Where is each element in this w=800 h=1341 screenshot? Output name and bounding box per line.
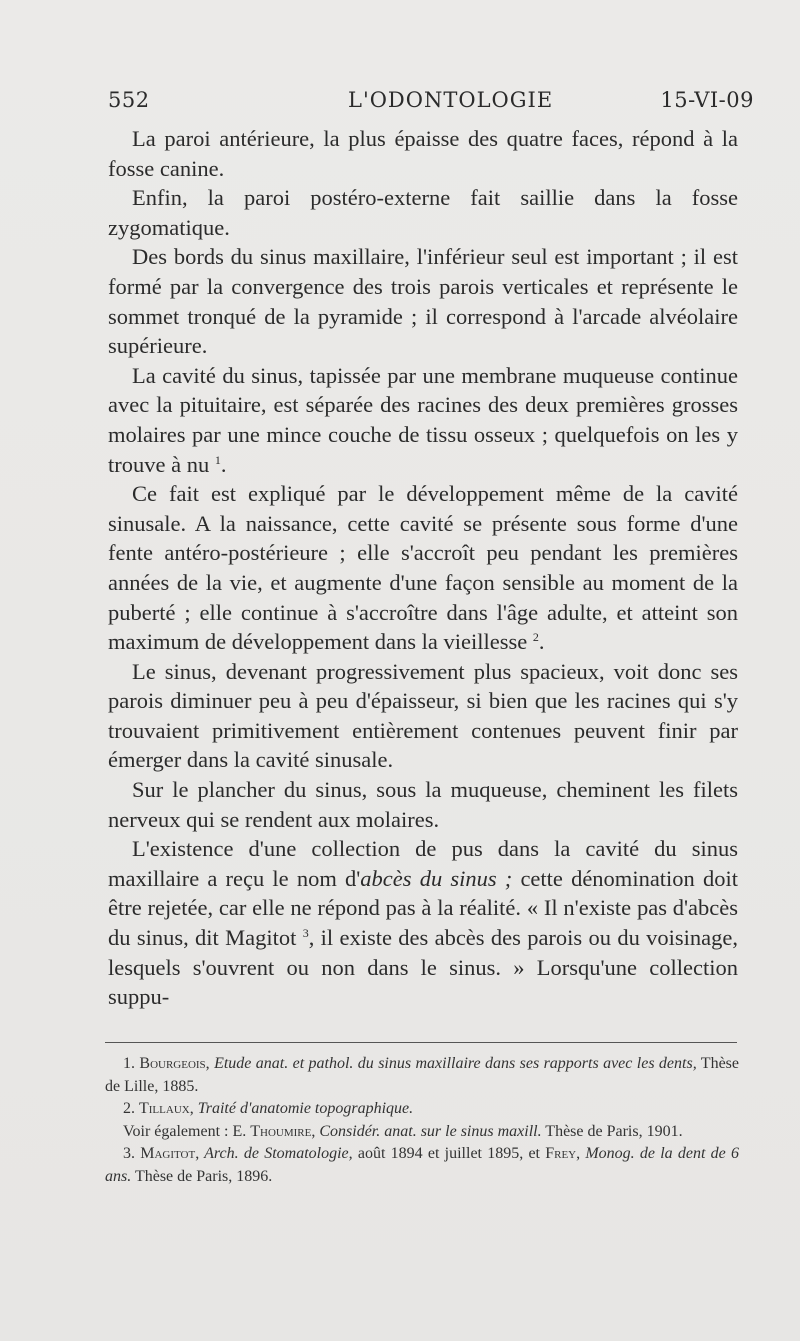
footnote xyxy=(105,1143,739,1188)
footnote xyxy=(105,1121,739,1144)
footnote xyxy=(105,1053,739,1098)
footnote-author: Thoumire, xyxy=(250,1122,316,1140)
main-text xyxy=(108,124,738,1012)
paragraph-text: . xyxy=(538,629,545,655)
paragraph: La paroi antérieure, la plus épaisse des quatre faces, répond à la fosse canine. xyxy=(108,126,738,181)
footnote-ref: 3 xyxy=(302,926,309,941)
paragraph-text: La cavité du sinus, tapissée par une membrane muqueuse continue avec la pituitaire, est séparée des racines des deux premières grosses molaires par une mince couche de tissu osseux ; quelquefois on les y trouve à nu xyxy=(108,362,738,477)
footnote-divider xyxy=(105,1042,737,1043)
paragraph: Enfin, la paroi postéro-externe fait saillie dans la fosse zygomatique. xyxy=(108,185,738,240)
paragraph: Des bords du sinus maxillaire, l'inférieur seul est important ; il est formé par la convergence des trois parois verticales et représente le sommet tronqué de la pyramide ; il correspond à l'arcade alvéolaire supérieure. xyxy=(108,244,738,359)
journal-title: L'ODONTOLOGIE xyxy=(348,88,554,112)
paragraph xyxy=(108,479,738,657)
paragraph-text: Ce fait est expliqué par le développement même de la cavité sinusale. A la naissance, cette cavité se présente sous forme d'une fente antéro-postérieure ; elle s'accroît peu pendant les premières années de la vie, et augmente d'une façon sensible au moment de la puberté ; elle continue à s'accroître dans l'âge adulte, et atteint son maximum de développement dans la vieillesse xyxy=(108,481,738,655)
footnote-ref: 2 xyxy=(532,630,539,645)
page-number: 552 xyxy=(108,88,150,112)
footnotes xyxy=(105,1053,739,1188)
footnote-author: Bourgeois, xyxy=(139,1055,210,1072)
footnote-text: Thèse de Paris, 1901. xyxy=(541,1122,683,1140)
footnote-title: Considér. anat. sur le sinus maxill. xyxy=(315,1122,542,1140)
footnote-title: Arch. de Stomatologie, xyxy=(199,1145,353,1162)
paragraph-text: . xyxy=(220,451,227,477)
paragraph xyxy=(108,834,738,1012)
footnote xyxy=(105,1098,739,1121)
issue-date: 15-VI-09 xyxy=(660,88,754,112)
footnote-author: Tillaux, xyxy=(139,1100,194,1117)
footnote-ref: 1 xyxy=(214,452,221,467)
footnote-number: 2. xyxy=(123,1100,139,1117)
footnote-title: Etude anat. et pathol. du sinus maxillaire dans ses rapports avec les dents, xyxy=(209,1055,697,1072)
footnote-number: 1. xyxy=(123,1055,140,1072)
footnote-text: Voir également : E. xyxy=(123,1122,251,1140)
footnote-author: Magitot, xyxy=(140,1145,200,1162)
footnote-title: Traité d'anatomie topographique. xyxy=(193,1100,414,1117)
footnote-text: Thèse de Lille, 1885. xyxy=(105,1055,740,1095)
footnote-number: 3. xyxy=(123,1145,141,1162)
paragraph: Le sinus, devenant progressivement plus spacieux, voit donc ses parois diminuer peu à peu d'épaisseur, si bien que les racines qui s'y trouvaient primitivement entièrement contenues peuvent finir par émerger dans la cavité sinusale. xyxy=(108,658,738,773)
footnote-text: Thèse de Paris, 1896. xyxy=(131,1167,273,1185)
paragraph xyxy=(108,361,738,479)
paragraph-text: L'existence d'une collection de pus dans la cavité du sinus maxillaire a reçu le nom d' xyxy=(108,836,738,891)
italic-term: abcès du sinus ; xyxy=(360,865,513,891)
paragraph: Sur le plancher du sinus, sous la muqueuse, cheminent les filets nerveux qui se rendent aux molaires. xyxy=(108,777,738,832)
footnote-title: Monog. de la dent de 6 ans. xyxy=(105,1145,740,1185)
paragraph-text: , il existe des abcès des parois ou du voisinage, lesquels s'ouvrent ou non dans le sinus. » Lorsqu'une collection suppu- xyxy=(108,925,739,1010)
footnote-text: août 1894 et juillet 1895, et xyxy=(352,1145,546,1162)
running-header xyxy=(108,88,754,120)
paragraph-text: cette dénomination doit être rejetée, car elle ne répond pas à la réalité. « Il n'existe pas d'abcès du sinus, dit Magitot xyxy=(108,865,738,951)
footnote-author: Frey, xyxy=(545,1145,581,1162)
